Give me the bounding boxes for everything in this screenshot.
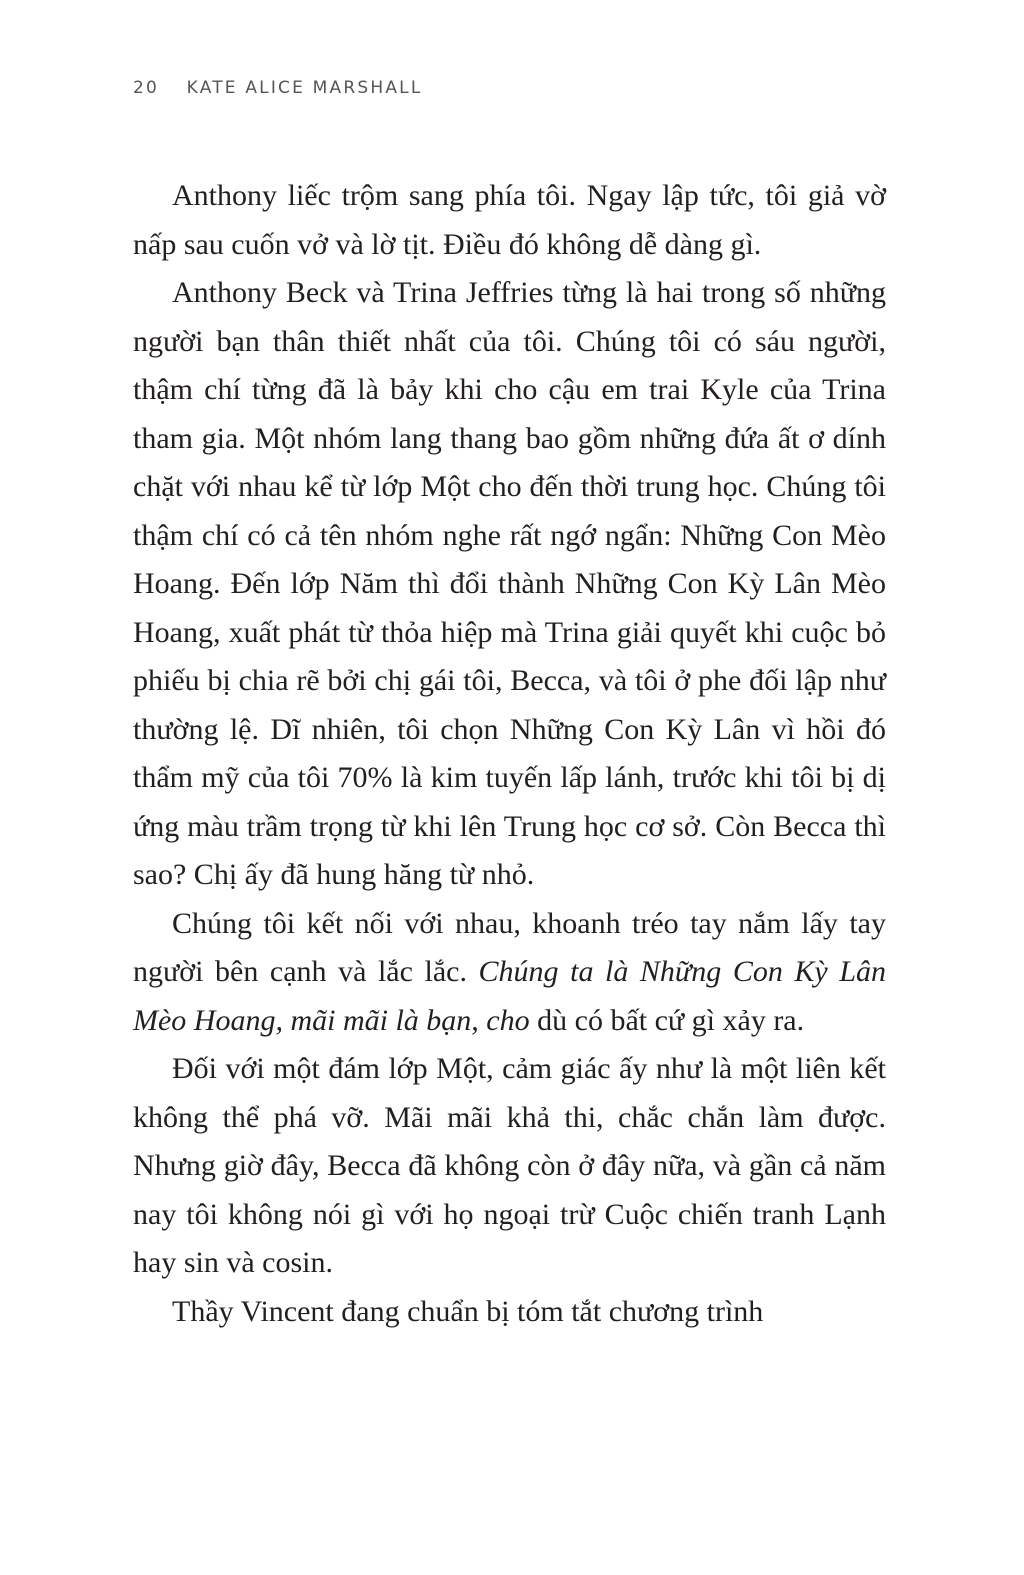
paragraph-3 [133,900,886,1046]
paragraph-1: Anthony liếc trộm sang phía tôi. Ngay lập tức, tôi giả vờ nấp sau cuốn vở và lờ tịt. Điều đó không dễ dàng gì. [133,179,886,261]
author-name: KATE ALICE MARSHALL [186,78,423,98]
paragraph-4: Đối với một đám lớp Một, cảm giác ấy như là một liên kết không thể phá vỡ. Mãi mãi khả thi, chắc chắn làm được. Nhưng giờ đây, Becca đã không còn ở đây nữa, và gần cả năm nay tôi không nói gì với họ ngoại trừ Cuộc chiến tranh Lạnh hay sin và cosin. [133,1052,886,1279]
body-text [133,172,886,1336]
running-head [133,78,423,98]
paragraph-2: Anthony Beck và Trina Jeffries từng là hai trong số những người bạn thân thiết nhất của tôi. Chúng tôi có sáu người, thậm chí từng đã là bảy khi cho cậu em trai Kyle của Trina tham gia. Một nhóm lang thang bao gồm những đứa ất ơ dính chặt với nhau kể từ lớp Một cho đến thời trung học. Chúng tôi thậm chí có cả tên nhóm nghe rất ngớ ngẩn: Những Con Mèo Hoang. Đến lớp Năm thì đổi thành Những Con Kỳ Lân Mèo Hoang, xuất phát từ thỏa hiệp mà Trina giải quyết khi cuộc bỏ phiếu bị chia rẽ bởi chị gái tôi, Becca, và tôi ở phe đối lập như thường lệ. Dĩ nhiên, tôi chọn Những Con Kỳ Lân vì hồi đó thẩm mỹ của tôi 70% là kim tuyến lấp lánh, trước khi tôi bị dị ứng màu trầm trọng từ khi lên Trung học cơ sở. Còn Becca thì sao? Chị ấy đã hung hăng từ nhỏ. [133,276,886,891]
paragraph-3-italic: Chúng ta là Những Con Kỳ Lân Mèo Hoang, mãi mãi là bạn, cho [133,955,887,1037]
paragraph-3-lead: Chúng tôi kết nối với nhau, khoanh tréo tay nắm lấy tay người bên cạnh và lắc lắc. [133,906,886,988]
paragraph-5: Thầy Vincent đang chuẩn bị tóm tắt chương trình [172,1294,764,1328]
paragraph-3-tail: dù có bất cứ gì xảy ra. [529,1003,805,1037]
page-number: 20 [133,78,160,98]
